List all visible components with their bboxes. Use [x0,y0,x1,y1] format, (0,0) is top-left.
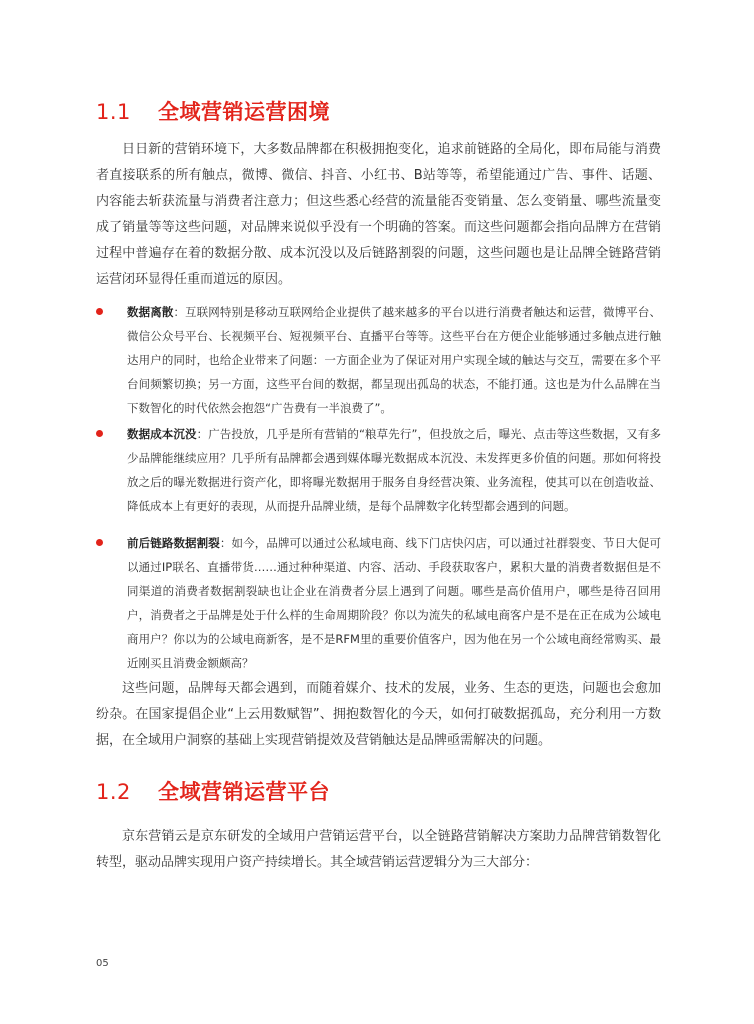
bullet-item-data-cost-sunk [96,422,661,518]
bullet-body [127,531,661,675]
bullet-item-link-data-split [96,531,661,675]
section-2-heading [96,776,330,806]
bullet-item-data-dispersion [96,300,661,420]
bullet-dot-icon [96,539,103,546]
bullet-text: ：广告投放，几乎是所有营销的“粮草先行”，但投放之后，曝光、点击等这些数据，又有多少品牌能继续应用？几乎所有品牌都会遇到媒体曝光数据成本沉没、未发挥更多价值的问题。那如何将投放之后的曝光数据进行资产化，即将曝光数据用于服务自身经营决策、业务流程，使其可以在创造收益、降低成本上有更好的表现，从而提升品牌业绩，是每个品牌数字化转型都会遇到的问题。 [127,427,662,513]
page-number: 05 [96,958,109,969]
bullet-label: 前后链路数据割裂 [127,536,220,550]
bullet-body [127,422,661,518]
bullet-text: ：互联网特别是移动互联网给企业提供了越来越多的平台以进行消费者触达和运营，微博平台、微信公众号平台、长视频平台、短视频平台、直播平台等等。这些平台在方便企业能够通过多触点进行触达用户的同时，也给企业带来了问题：一方面企业为了保证对用户实现全域的触达与交互，需要在多个平台间频繁切换；另一方面，这些平台间的数据，都呈现出孤岛的状态，不能打通。这也是为什么品牌在当下数智化的时代依然会抱怨“广告费有一半浪费了”。 [127,305,662,415]
section-1-closing-paragraph: 这些问题，品牌每天都会遇到，而随着媒介、技术的发展，业务、生态的更迭，问题也会愈加纷杂。在国家提倡企业“上云用数赋智”、拥抱数智化的今天，如何打破数据孤岛，充分利用一方数据，在全域用户洞察的基础上实现营销提效及营销触达是品牌亟需解决的问题。 [96,681,661,748]
section-2-intro-paragraph: 京东营销云是京东研发的全域用户营销运营平台，以全链路营销解决方案助力品牌营销数智化转型，驱动品牌实现用户资产持续增长。其全域营销运营逻辑分为三大部分： [96,829,661,870]
section-1-title: 全域营销运营困境 [158,100,330,124]
bullet-dot-icon [96,430,103,437]
section-2-number: 1.2 [96,780,131,804]
bullet-dot-icon [96,308,103,315]
section-1-heading [96,96,330,126]
section-2-title: 全域营销运营平台 [158,780,330,804]
section-1-intro-paragraph: 日日新的营销环境下，大多数品牌都在积极拥抱变化，追求前链路的全局化，即布局能与消费者直接联系的所有触点，微博、微信、抖音、小红书、B站等等，希望能通过广告、事件、话题、内容能去斩获流量与消费者注意力；但这些悉心经营的流量能否变销量、怎么变销量、哪些流量变成了销量等等这些问题，对品牌来说似乎没有一个明确的答案。而这些问题都会指向品牌方在营销过程中普遍存在着的数据分散、成本沉没以及后链路割裂的问题，这些问题也是让品牌全链路营销运营闭环显得任重而道远的原因。 [96,142,661,287]
bullet-label: 数据离散 [127,305,174,319]
bullet-text: ：如今，品牌可以通过公私域电商、线下门店快闪店，可以通过社群裂变、节日大促可以通过IP联名、直播带货……通过种种渠道、内容、活动、手段获取客户，累积大量的消费者数据但是不同渠道的消费者数据割裂缺也让企业在消费者分层上遇到了问题。哪些是高价值用户，哪些是待召回用户，消费者之于品牌是处于什么样的生命周期阶段？你以为流失的私域电商客户是不是在正在成为公域电商用户？你以为的公域电商新客，是不是RFM里的重要价值客户，因为他在另一个公域电商经常购买、最近刚买且消费金额颇高？ [127,536,661,670]
bullet-label: 数据成本沉没 [127,427,197,441]
bullet-body [127,300,661,420]
section-1-number: 1.1 [96,100,131,124]
